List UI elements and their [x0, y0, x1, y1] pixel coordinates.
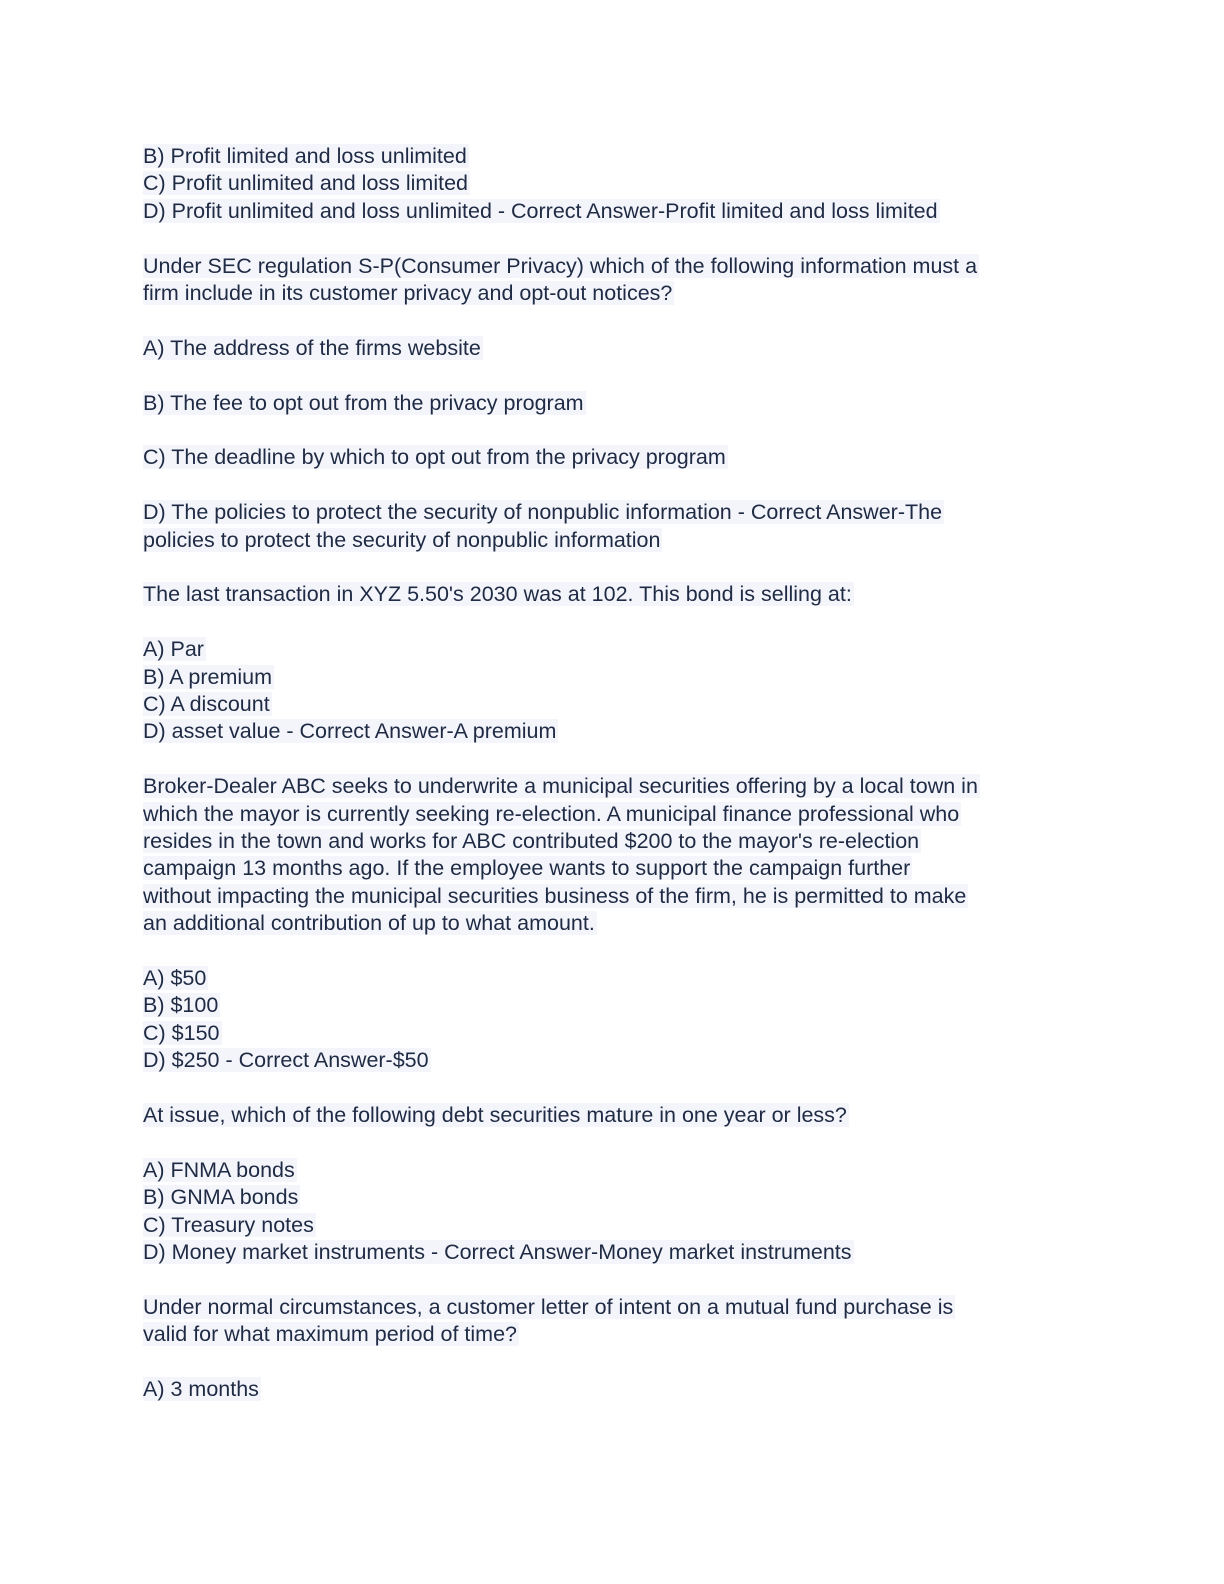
text-line: [143, 143, 1083, 170]
line-text: A) 3 months: [143, 1377, 259, 1402]
text-block: [143, 1376, 1083, 1403]
text-block: [143, 444, 1083, 471]
text-line: [143, 1376, 1083, 1403]
text-line: [143, 1184, 1083, 1211]
text-line: [143, 198, 1083, 225]
text-line: [143, 390, 1083, 417]
line-text: C) Profit unlimited and loss limited: [143, 171, 469, 196]
text-line: [143, 280, 1083, 307]
paragraph-gap: [143, 472, 1083, 499]
line-text: campaign 13 months ago. If the employee wants to support the campaign further: [143, 856, 911, 881]
paragraph-gap: [143, 609, 1083, 636]
text-line: [143, 527, 1083, 554]
paragraph-gap: [143, 1266, 1083, 1293]
line-text: which the mayor is currently seeking re-election. A municipal finance professional who: [143, 801, 960, 826]
text-line: [143, 1239, 1083, 1266]
text-line: [143, 965, 1083, 992]
text-line: [143, 1212, 1083, 1239]
line-text: firm include in its customer privacy and opt-out notices?: [143, 281, 673, 306]
line-text: C) Treasury notes: [143, 1212, 314, 1237]
line-text: B) Profit limited and loss unlimited: [143, 144, 467, 168]
text-block: [143, 1294, 1083, 1349]
text-block: [143, 1102, 1083, 1129]
line-text: resides in the town and works for ABC contributed $200 to the mayor's re-election: [143, 829, 920, 854]
paragraph-gap: [143, 362, 1083, 389]
line-text: A) $50: [143, 966, 207, 991]
paragraph-gap: [143, 746, 1083, 773]
paragraph-gap: [143, 1075, 1083, 1102]
text-line: [143, 581, 1083, 608]
line-text: C) $150: [143, 1020, 220, 1045]
text-line: [143, 718, 1083, 745]
text-line: [143, 636, 1083, 663]
text-line: [143, 773, 1083, 800]
line-text: C) A discount: [143, 692, 270, 717]
line-text: The last transaction in XYZ 5.50's 2030 was at 102. This bond is selling at:: [143, 582, 852, 607]
document-body: [143, 143, 1083, 1403]
text-block: [143, 335, 1083, 362]
text-line: [143, 1020, 1083, 1047]
text-line: [143, 253, 1083, 280]
paragraph-gap: [143, 307, 1083, 334]
text-line: [143, 1102, 1083, 1129]
line-text: D) $250 - Correct Answer-$50: [143, 1048, 429, 1073]
line-text: A) FNMA bonds: [143, 1157, 295, 1182]
text-line: [143, 1157, 1083, 1184]
text-line: [143, 855, 1083, 882]
text-line: [143, 170, 1083, 197]
line-text: A) Par: [143, 637, 204, 662]
paragraph-gap: [143, 417, 1083, 444]
text-block: [143, 773, 1083, 937]
line-text: At issue, which of the following debt securities mature in one year or less?: [143, 1103, 847, 1128]
paragraph-gap: [143, 938, 1083, 965]
text-block: [143, 499, 1083, 554]
text-line: [143, 910, 1083, 937]
line-text: D) Profit unlimited and loss unlimited - Correct Answer-Profit limited and loss limited: [143, 198, 938, 223]
line-text: B) $100: [143, 993, 219, 1018]
text-line: [143, 1321, 1083, 1348]
line-text: C) The deadline by which to opt out from the privacy program: [143, 445, 726, 470]
text-line: [143, 444, 1083, 471]
line-text: B) GNMA bonds: [143, 1185, 299, 1210]
text-block: [143, 253, 1083, 308]
line-text: policies to protect the security of nonpublic information: [143, 527, 661, 552]
line-text: an additional contribution of up to what amount.: [143, 911, 595, 936]
text-line: [143, 992, 1083, 1019]
line-text: D) Money market instruments - Correct Answer-Money market instruments: [143, 1240, 852, 1265]
paragraph-gap: [143, 225, 1083, 252]
line-text: B) A premium: [143, 664, 273, 689]
paragraph-gap: [143, 1129, 1083, 1156]
line-text: D) The policies to protect the security of nonpublic information - Correct Answer-The: [143, 500, 943, 525]
line-text: Broker-Dealer ABC seeks to underwrite a municipal securities offering by a local town in: [143, 774, 978, 799]
paragraph-gap: [143, 554, 1083, 581]
text-block: [143, 636, 1083, 746]
line-text: A) The address of the firms website: [143, 335, 481, 360]
line-text: without impacting the municipal securities business of the firm, he is permitted to make: [143, 883, 967, 908]
text-line: [143, 828, 1083, 855]
paragraph-gap: [143, 1349, 1083, 1376]
text-line: [143, 801, 1083, 828]
line-text: Under normal circumstances, a customer letter of intent on a mutual fund purchase is: [143, 1294, 954, 1319]
line-text: valid for what maximum period of time?: [143, 1322, 518, 1347]
text-line: [143, 691, 1083, 718]
text-line: [143, 1294, 1083, 1321]
line-text: Under SEC regulation S-P(Consumer Privacy) which of the following information must a: [143, 253, 978, 278]
text-line: [143, 499, 1083, 526]
line-text: B) The fee to opt out from the privacy program: [143, 390, 584, 415]
text-block: [143, 581, 1083, 608]
text-block: [143, 965, 1083, 1075]
text-block: [143, 143, 1083, 225]
text-block: [143, 390, 1083, 417]
text-line: [143, 883, 1083, 910]
line-text: D) asset value - Correct Answer-A premium: [143, 719, 557, 744]
text-line: [143, 1047, 1083, 1074]
text-line: [143, 335, 1083, 362]
text-line: [143, 664, 1083, 691]
text-block: [143, 1157, 1083, 1267]
